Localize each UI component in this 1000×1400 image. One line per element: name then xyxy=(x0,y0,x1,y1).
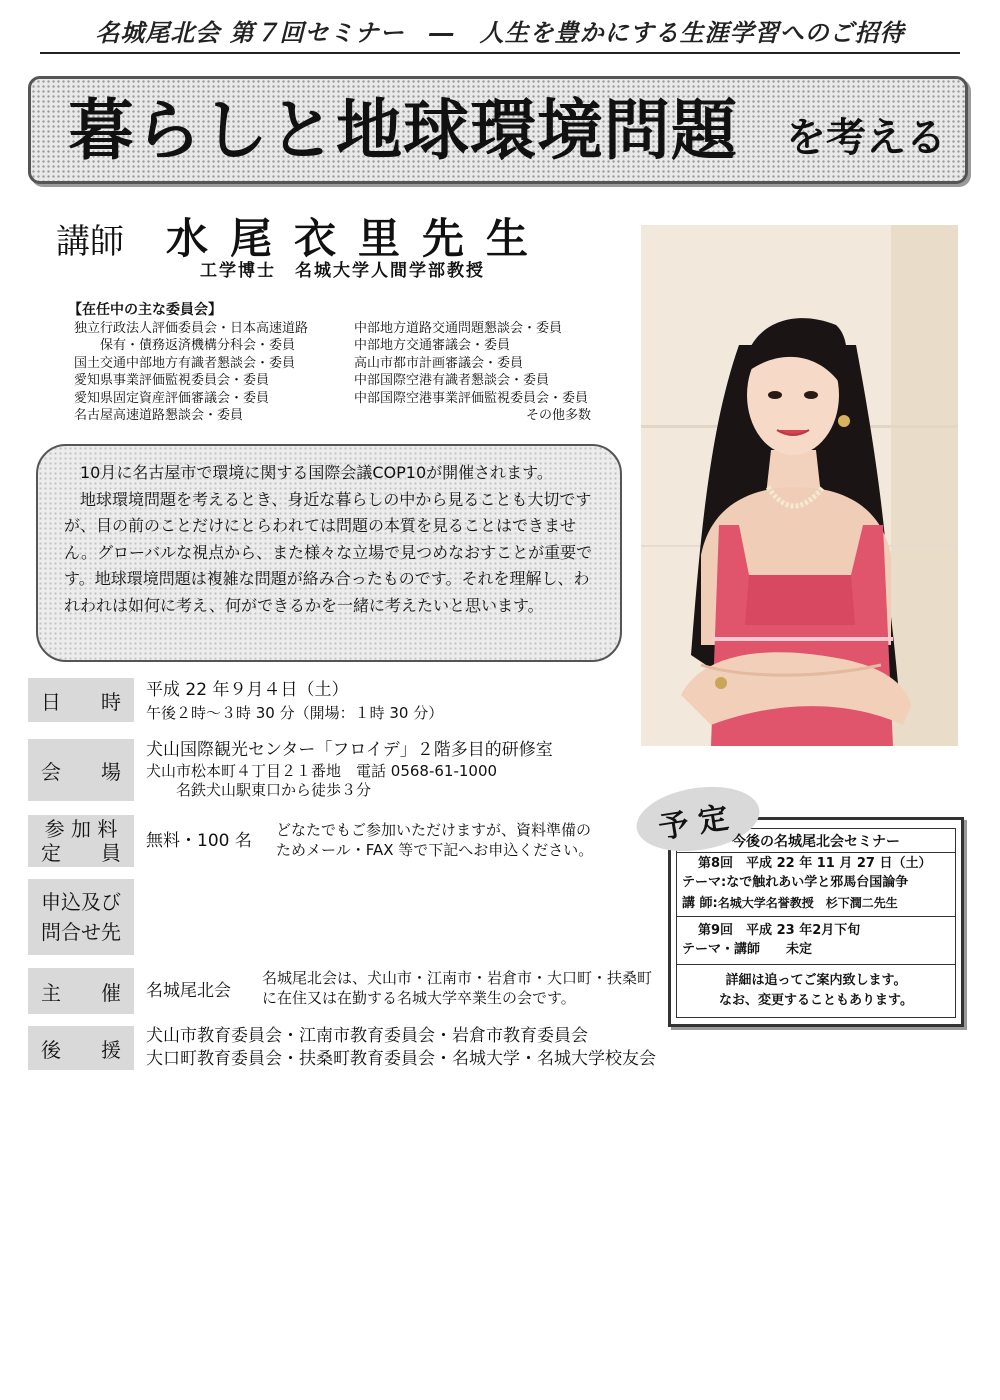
divider xyxy=(676,964,956,965)
intro-text xyxy=(64,460,596,619)
list-item: 国土交通中部地方有識者懇談会・委員 xyxy=(74,355,296,371)
venue-name: 犬山国際観光センター「フロイデ」２階多目的研修室 xyxy=(146,740,553,760)
future-seminars-title: 今後の名城尾北会セミナー xyxy=(732,834,900,850)
organizer-label: 主 催 xyxy=(28,968,134,1014)
organizer-value: 名城尾北会 xyxy=(146,981,231,1001)
support-line-2: 大口町教育委員会・扶桑町教育委員会・名城大学・名城大学校友会 xyxy=(146,1049,656,1069)
list-item: 中部地方交通審議会・委員 xyxy=(354,338,511,354)
page-title-suffix: を考える xyxy=(786,115,946,161)
fee-label: 参 加 料 xyxy=(44,817,118,841)
committees-heading: 【在任中の主な委員会】 xyxy=(68,302,222,318)
future-note-line-1: 詳細は追ってご案内致します。 xyxy=(725,973,907,988)
organizer-note-line-2: に在住又は在勤する名城大学卒業生の会です。 xyxy=(262,989,576,1007)
intro-paragraph-2: 地球環境問題を考えるとき、身近な暮らしの中から見ることも大切ですが、目の前のことだけにとらわれては問題の本質を見ることはできません。グローバルな視点から、また様々な立場で見つめなおすことが重要です。地球環境問題は複雑な問題が絡み合ったものです。それを理解し、われわれは如何に考え、何ができるかを一緒に考えたいと思います。 xyxy=(64,489,593,615)
venue-address: 犬山市松本町４丁目２１番地 電話 0568-61-1000 xyxy=(146,762,498,780)
organizer-note-line-1: 名城尾北会は、犬山市・江南市・岩倉市・大口町・扶桑町 xyxy=(262,969,653,987)
fee-capacity-label xyxy=(28,815,134,867)
intro-paragraph-1: 10月に名古屋市で環境に関する国際会議COP10が開催されます。 xyxy=(80,463,553,482)
support-label: 後 援 xyxy=(28,1026,134,1070)
fee-note-line-1: どなたでもご参加いただけますが、資料準備の xyxy=(276,821,592,839)
list-item: 中部国際空港事業評価監視委員会・委員 xyxy=(354,390,589,406)
list-item: 愛知県固定資産評価審議会・委員 xyxy=(74,390,270,406)
seminar-8-date: 第8回 平成 22 年 11 月 27 日（土） xyxy=(698,856,932,871)
venue-access: 名鉄犬山駅東口から徒歩３分 xyxy=(176,781,372,799)
divider xyxy=(676,852,956,853)
date-value: 平成 22 年９月４日（土） xyxy=(146,680,349,700)
fee-capacity-value: 無料・100 名 xyxy=(146,831,252,851)
contact-label-line-2: 問合せ先 xyxy=(41,920,121,944)
time-value: 午後２時～３時 30 分（開場：１時 30 分） xyxy=(146,704,444,722)
date-label: 日 時 xyxy=(28,678,134,722)
seminar-9-theme: テーマ・講師 未定 xyxy=(682,942,813,957)
capacity-label: 定 員 xyxy=(41,841,121,865)
seminar-8-lecturer-label: 講 師: xyxy=(682,896,718,911)
lecturer-title: 工学博士 名城大学人間学部教授 xyxy=(200,261,485,281)
seminar-header: 名城尾北会 第７回セミナー ― 人生を豊かにする生涯学習へのご招待 xyxy=(40,14,960,54)
list-item: 独立行政法人評価委員会・日本高速道路 xyxy=(74,321,309,336)
committees-left-list xyxy=(74,320,308,424)
list-item: 高山市都市計画審議会・委員 xyxy=(354,355,524,371)
seminar-9-date: 第9回 平成 23 年2月下旬 xyxy=(698,923,861,938)
lecturer-portrait-illustration xyxy=(641,225,958,746)
list-item: 中部地方道路交通問題懇談会・委員 xyxy=(354,321,563,336)
seminar-8-theme: テーマ:なで触れあい学と邪馬台国論争 xyxy=(682,875,909,890)
list-item: 保有・債務返済機構分科会・委員 xyxy=(74,338,296,354)
committees-other: その他多数 xyxy=(526,408,592,423)
divider xyxy=(676,916,956,917)
lecturer-label: 講師 xyxy=(56,222,124,262)
scheduled-badge: 予定 xyxy=(632,779,764,860)
list-item: 名古屋高速道路懇談会・委員 xyxy=(74,408,244,424)
list-item: 中部国際空港有識者懇談会・委員 xyxy=(354,373,550,389)
lecturer-name: 水尾衣里先生 xyxy=(166,214,551,263)
venue-label: 会 場 xyxy=(28,739,134,801)
committees-right-list xyxy=(354,320,588,407)
support-line-1: 犬山市教育委員会・江南市教育委員会・岩倉市教育委員会 xyxy=(146,1026,588,1046)
seminar-8-lecturer-name: 名城大学名誉教授 杉下潤二先生 xyxy=(717,896,898,910)
list-item: 愛知県事業評価監視委員会・委員 xyxy=(74,373,270,389)
seminar-8-lecturer xyxy=(682,894,898,913)
intro-box xyxy=(36,444,622,662)
fee-note-line-2: ためメール・FAX 等で下記へお申込ください。 xyxy=(276,841,594,859)
contact-label xyxy=(28,879,134,955)
page-title: 暮らしと地球環境問題 xyxy=(68,92,738,169)
future-note-line-2: なお、変更することもあります。 xyxy=(719,993,913,1008)
contact-label-line-1: 申込及び xyxy=(41,890,121,914)
lecturer-photo xyxy=(641,225,958,746)
